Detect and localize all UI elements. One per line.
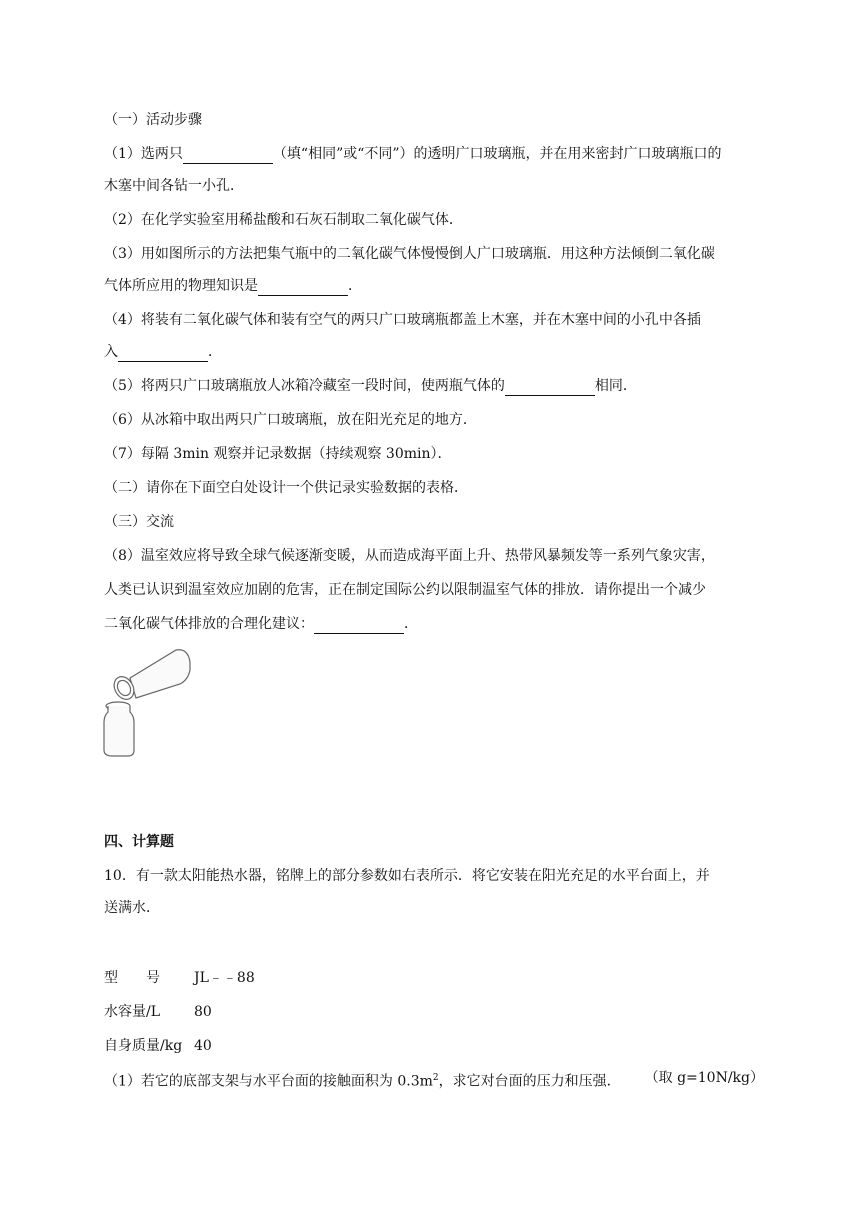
step-1-line-1: （1）选两只 （填“相同”或“不同”）的透明广口玻璃瓶，并在用来密封广口玻璃瓶口的 <box>104 146 722 162</box>
activity-section-heading: （一）活动步骤 <box>104 112 202 128</box>
step-3-line-1: （3）用如图所示的方法把集气瓶中的二氧化碳气体慢慢倒人广口玻璃瓶．用这种方法倾倒二氧化碳 <box>104 246 715 262</box>
step-4-line-2: 入 ． <box>104 344 222 360</box>
step-8-line-1: （8）温室效应将导致全球气候逐渐变暖，从而造成海平面上升、热带风暴频发等一系列气象灾害， <box>104 548 715 564</box>
answer-blank-5[interactable] <box>314 617 404 634</box>
question-10-line-1: 10．有一款太阳能热水器，铭牌上的部分参数如右表所示．将它安装在阳光充足的水平台面上，并 <box>104 868 710 884</box>
spec-value: JL﹣﹣88 <box>194 970 255 986</box>
step-1-line-2: 木塞中间各钻一小孔． <box>104 178 244 194</box>
spec-value: 40 <box>194 1038 212 1054</box>
step-3-line-2: 气体所应用的物理知识是 ． <box>104 278 362 294</box>
answer-blank-1[interactable] <box>183 147 273 164</box>
answer-blank-3[interactable] <box>118 345 208 362</box>
step-7: （7）每隔 3min 观察并记录数据（持续观察 30min）． <box>104 446 452 462</box>
spec-label: 自身质量/kg <box>104 1038 183 1054</box>
calc-heading: 四、计算题 <box>104 834 174 850</box>
spec-label: 型 号 <box>104 970 160 986</box>
spec-label: 水容量/L <box>104 1004 161 1020</box>
spec-value: 80 <box>194 1004 212 1020</box>
answer-blank-2[interactable] <box>258 279 348 296</box>
step-8-line-2: 人类已认识到温室效应加剧的危害，正在制定国际公约以限制温室气体的排放．请你提出一个减少 <box>104 582 706 598</box>
step-4-line-1: （4）将装有二氧化碳气体和装有空气的两只广口玻璃瓶都盖上木塞，并在木塞中间的小孔中各插 <box>104 312 701 328</box>
question-10-line-2: 送满水． <box>104 900 160 916</box>
step-5: （5）将两只广口玻璃瓶放人冰箱冷藏室一段时间，使两瓶气体的 相同． <box>104 378 637 394</box>
answer-blank-4[interactable] <box>505 379 595 396</box>
step-8-line-3: 二氧化碳气体排放的合理化建议： ． <box>104 616 418 632</box>
question-10-part-1: （1）若它的底部支架与水平台面的接触面积为 $0.3m^2$，求它对台面的压力和压强． （取 g=10N/kg） <box>104 1070 764 1090</box>
exchange-section-heading: （三）交流 <box>104 514 174 530</box>
step-2: （2）在化学实验室用稀盐酸和石灰石制取二氧化碳气体． <box>104 212 463 228</box>
pouring-gas-bottles-icon <box>100 640 196 760</box>
step-6: （6）从冰箱中取出两只广口玻璃瓶，放在阳光充足的地方． <box>104 412 477 428</box>
table-design-section: （二）请你在下面空白处设计一个供记录实验数据的表格． <box>104 480 468 496</box>
